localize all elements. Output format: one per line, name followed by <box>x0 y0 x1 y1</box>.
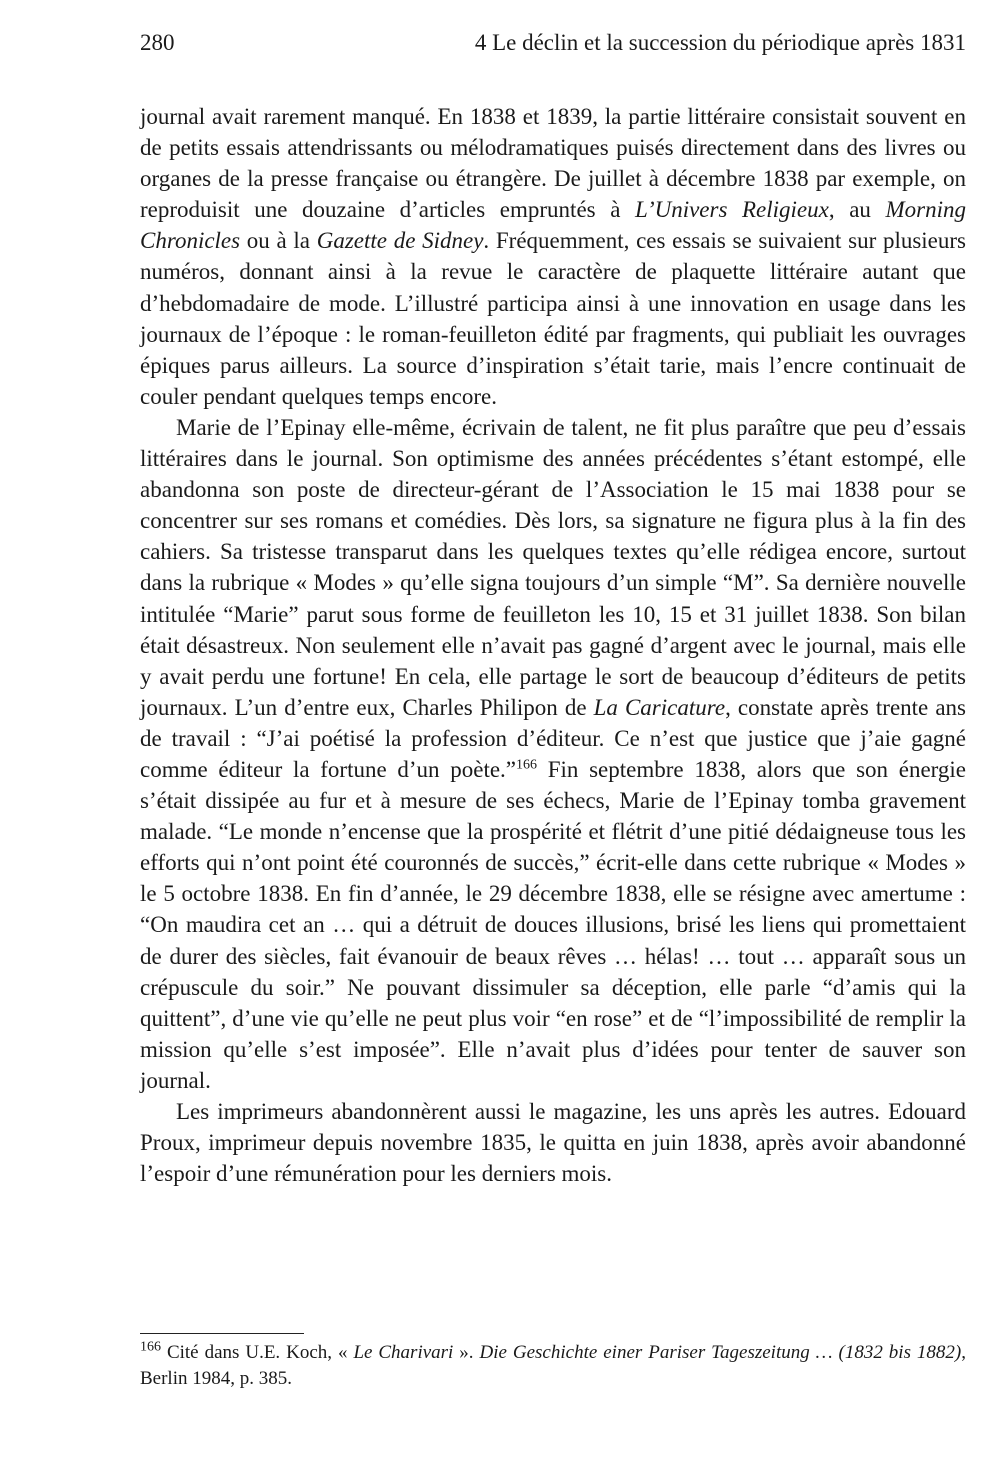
italic-run: Gazette de Sidney <box>316 228 484 254</box>
text-run: Fin septembre 1838, alors que son énergie s’était dissipée au fur et à mesure de ses échecs, Marie de l’Epinay tomba gravement malade. “Le monde n’encense que la prospérité et flétrit d’une pitié dédaigneuse tous les efforts qui n’ont point été couronnés de succès,” écrit-elle dans cette rubrique « Modes » le 5 octobre 1838. En fin d’année, le 29 décembre 1838, elle se résigne avec amertume : “On maudira cet an … qui a détruit de douces illusions, brisé les liens qui promettaient de durer des siècles, fait évanouir de beaux rêves … hélas! … tout … apparaît sous un crépuscule du soir.” Ne pouvant dissimuler sa déception, elle parle “d’amis qui la quittent”, d’une vie qu’elle ne peut plus voir “en rose” et de “l’impossibilité de remplir la mission qu’elle s’est imposée”. Elle n’avait plus d’idées pour tenter de sauver son journal. <box>140 756 967 1093</box>
page-header <box>140 30 966 66</box>
paragraph <box>140 101 966 412</box>
body-text <box>140 101 966 1189</box>
paragraph <box>140 412 966 1096</box>
text-run: , au <box>828 197 886 223</box>
paragraph <box>140 1096 966 1189</box>
running-head: 4 Le déclin et la succession du périodique après 1831 <box>474 30 966 55</box>
text-run: , Berlin 1984, p. 385. <box>140 1342 966 1389</box>
italic-run: Die Geschichte einer Pariser Tageszeitung … (1832 bis 1882) <box>479 1342 962 1363</box>
text-run: , constate après trente ans de travail : “J’ai poétisé la profession d’éditeur. Ce n’est que justice que j’aie gagné comme éditeur la fortune d’un poète.” <box>140 694 966 782</box>
footnote-marker: 166 <box>140 1339 161 1355</box>
text-run: Cité dans U.E. Koch, « <box>161 1342 354 1363</box>
text-run: Marie de l’Epinay elle-même, écrivain de talent, ne fit plus paraître que peu d’essais littéraires dans le journal. Son optimisme des années précédentes s’étant estompé, elle abandonna son poste de directeur-gérant de l’Association le 15 mai 1838 pour se concentrer sur ses romans et comédies. Dès lors, sa signature ne figura plus à la fin des cahiers. Sa tristesse transparut dans les quelques textes qu’elle rédigea encore, surtout dans la rubrique « Modes » qu’elle signa toujours d’un simple “M”. Sa dernière nouvelle intitulée “Marie” parut sous forme de feuilleton les 10, 15 et 31 juillet 1838. Son bilan était désastreux. Non seulement elle n’avait pas gagné d’argent avec le journal, mais elle y avait perdu une fortune! En cela, elle partage le sort de beaucoup d’éditeurs de petits journaux. L’un d’entre eux, Charles Philipon de <box>140 414 966 720</box>
footnote <box>140 1340 966 1392</box>
footnote-marker: 166 <box>516 757 538 773</box>
page-number: 280 <box>140 30 175 55</box>
italic-run: Le Charivari <box>353 1342 454 1363</box>
text-run: Les imprimeurs abandonnèrent aussi le magazine, les uns après les autres. Edouard Proux, imprimeur depuis novembre 1835, le quitta en juin 1838, après avoir abandonné l’espoir d’une rémunération pour les derniers mois. <box>140 1099 966 1187</box>
italic-run: L’Univers Religieux <box>635 197 829 223</box>
text-run: journal avait rarement manqué. En 1838 et 1839, la partie littéraire consistait souvent en de petits essais attendrissants ou mélodramatiques puisés directement dans des livres ou organes de la presse française ou étrangère. De juillet à décembre 1838 par exemple, on reproduisit une douzaine d’articles empruntés à <box>140 104 966 223</box>
text-run: ou à la <box>240 228 317 254</box>
italic-run: La Caricature <box>593 694 726 720</box>
text-run: ». <box>453 1342 480 1363</box>
text-run: . Fréquemment, ces essais se suivaient sur plusieurs numéros, donnant ainsi à la revue le caractère de plaquette littéraire autant que d’hebdomadaire de mode. L’illustré participa ainsi à une innovation en usage dans les journaux de l’époque : le roman-feuilleton édité par fragments, qui publiait les ouvrages épiques parus ailleurs. La source d’inspiration s’était tarie, mais l’encre continuait de couler pendant quelques temps encore. <box>140 228 966 409</box>
italic-run: Morning Chronicles <box>140 197 966 254</box>
footnote-rule <box>140 1333 304 1334</box>
